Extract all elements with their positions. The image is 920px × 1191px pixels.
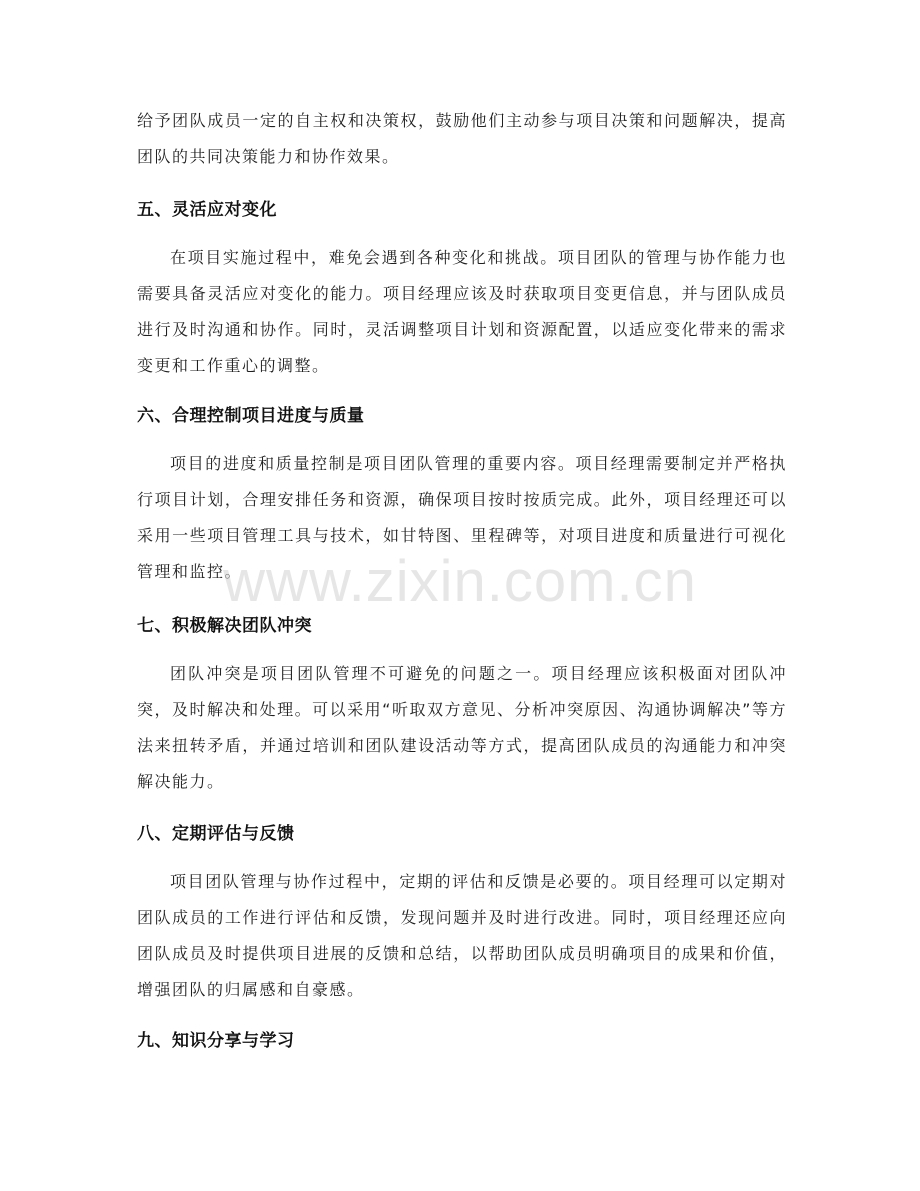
section-heading-7: 七、积极解决团队冲突 xyxy=(137,616,312,636)
section-body-5: 在项目实施过程中，难免会遇到各种变化和挑战。项目团队的管理与协作能力也需要具备灵活应对变化的能力。项目经理应该及时获取项目变更信息，并与团队成员进行及时沟通和协作。同时，灵活调整项目计划和资源配置，以适应变化带来的需求变更和工作重心的调整。 xyxy=(137,248,787,375)
section-heading-9: 九、知识分享与学习 xyxy=(137,1031,295,1051)
intro-paragraph: 给予团队成员一定的自主权和决策权，鼓励他们主动参与项目决策和问题解决，提高团队的共同决策能力和协作效果。 xyxy=(137,111,787,166)
section-heading-6: 六、合理控制项目进度与质量 xyxy=(137,406,365,426)
section-body-8: 项目团队管理与协作过程中，定期的评估和反馈是必要的。项目经理可以定期对团队成员的工作进行评估和反馈，发现问题并及时进行改进。同时，项目经理还应向团队成员及时提供项目进展的反馈和总结，以帮助团队成员明确项目的成果和价值，增强团队的归属感和自豪感。 xyxy=(137,872,787,999)
watermark-text: www.zixin.com.cn xyxy=(223,549,697,614)
section-heading-5: 五、灵活应对变化 xyxy=(137,200,277,220)
section-body-6: 项目的进度和质量控制是项目团队管理的重要内容。项目经理需要制定并严格执行项目计划，合理安排任务和资源，确保项目按时按质完成。此外，项目经理还可以采用一些项目管理工具与技术，如甘特图、里程碑等，对项目进度和质量进行可视化管理和监控。 xyxy=(137,454,787,581)
section-body-7: 团队冲突是项目团队管理不可避免的问题之一。项目经理应该积极面对团队冲突，及时解决和处理。可以采用“听取双方意见、分析冲突原因、沟通协调解决”等方法来扭转矛盾，并通过培训和团队建设活动等方式，提高团队成员的沟通能力和冲突解决能力。 xyxy=(137,664,787,791)
section-heading-8: 八、定期评估与反馈 xyxy=(137,824,295,844)
